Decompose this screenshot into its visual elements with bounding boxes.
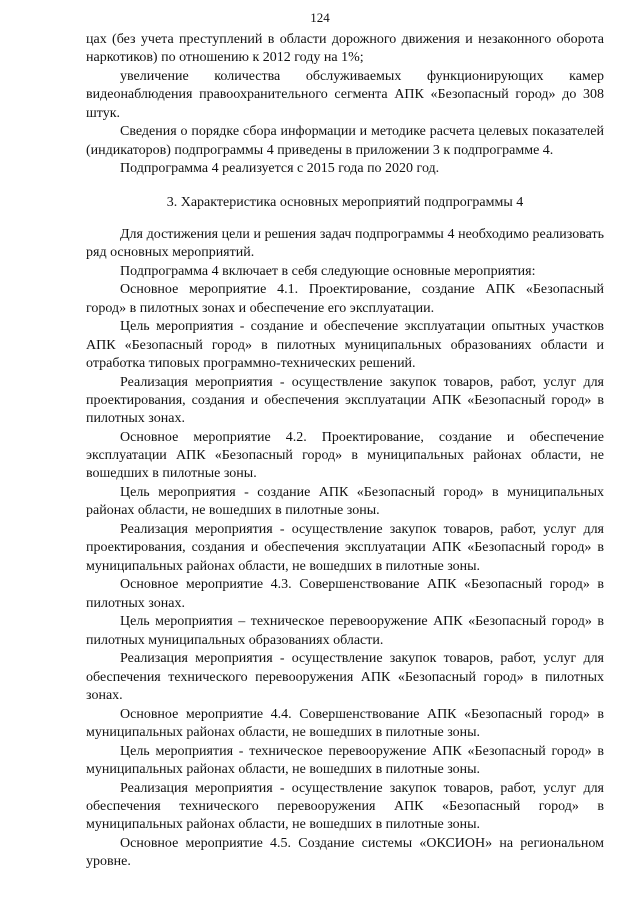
paragraph: Реализация мероприятия - осуществление закупок товаров, работ, услуг для обеспечения технического перевооружения АПК «Безопасный город» в пилотных зонах.	[86, 651, 604, 703]
paragraph: Основное мероприятие 4.4. Совершенствование АПК «Безопасный город» в муниципальных районах области, не вошедших в пилотные зоны.	[86, 706, 604, 740]
paragraph: Реализация мероприятия - осуществление закупок товаров, работ, услуг для проектирования, создания и обеспечения эксплуатации АПК «Безопасный город» в муниципальных районах области, не вошедших в пилотные зоны.	[86, 522, 604, 574]
paragraph: Цель мероприятия - техническое перевооружение АПК «Безопасный город» в муниципальных районах области, не вошедших в пилотные зоны.	[86, 743, 604, 777]
paragraph: Цель мероприятия - создание и обеспечение эксплуатации опытных участков АПК «Безопасный город» в пилотных муниципальных образованиях области и отработка типовых программно-технических решений.	[86, 319, 604, 371]
paragraph: Основное мероприятие 4.2. Проектирование, создание и обеспечение эксплуатации АПК «Безопасный город» в муниципальных районах области, не вошедших в пилотные зоны.	[86, 429, 604, 482]
paragraph-continuation: цах (без учета преступлений в области дорожного движения и незаконного оборота наркотиков) по отношению к 2012 году на 1%;	[86, 32, 604, 66]
paragraph: Основное мероприятие 4.1. Проектирование, создание АПК «Безопасный город» в пилотных зонах и обеспечение его эксплуатации.	[86, 282, 604, 316]
paragraph: Цель мероприятия - создание АПК «Безопасный город» в муниципальных районах области, не вошедших в пилотные зоны.	[86, 485, 604, 519]
paragraph: Подпрограмма 4 реализуется с 2015 года по 2020 год.	[120, 161, 440, 177]
paragraph: Для достижения цели и решения задач подпрограммы 4 необходимо реализовать ряд основных мероприятий.	[86, 226, 604, 260]
paragraph: Основное мероприятие 4.3. Совершенствование АПК «Безопасный город» в пилотных зонах.	[86, 577, 604, 611]
paragraph: Подпрограмма 4 включает в себя следующие основные мероприятия:	[120, 263, 536, 279]
section-heading: 3. Характеристика основных мероприятий подпрограммы 4	[166, 194, 524, 210]
paragraph: Реализация мероприятия - осуществление закупок товаров, работ, услуг для проектирования, создания и обеспечения эксплуатации АПК «Безопасный город» в пилотных зонах.	[86, 374, 604, 426]
paragraph: Реализация мероприятия - осуществление закупок товаров, работ, услуг для обеспечения технического перевооружения АПК «Безопасный город» в муниципальных районах области, не вошедших в пилотные зоны.	[86, 780, 604, 832]
document-body	[86, 31, 604, 872]
paragraph: Цель мероприятия – техническое перевооружение АПК «Безопасный город» в пилотных муниципальных образованиях области.	[86, 614, 604, 648]
paragraph: увеличение количества обслуживаемых функционирующих камер видеонаблюдения правоохранительного сегмента АПК «Безопасный город» до 308 штук.	[86, 69, 604, 121]
paragraph: Основное мероприятие 4.5. Создание системы «ОКСИОН» на региональном уровне.	[86, 835, 604, 869]
paragraph: Сведения о порядке сбора информации и методике расчета целевых показателей (индикаторов) подпрограммы 4 приведены в приложении 3 к подпрограмме 4.	[86, 124, 604, 158]
page-number: 124	[310, 10, 330, 25]
